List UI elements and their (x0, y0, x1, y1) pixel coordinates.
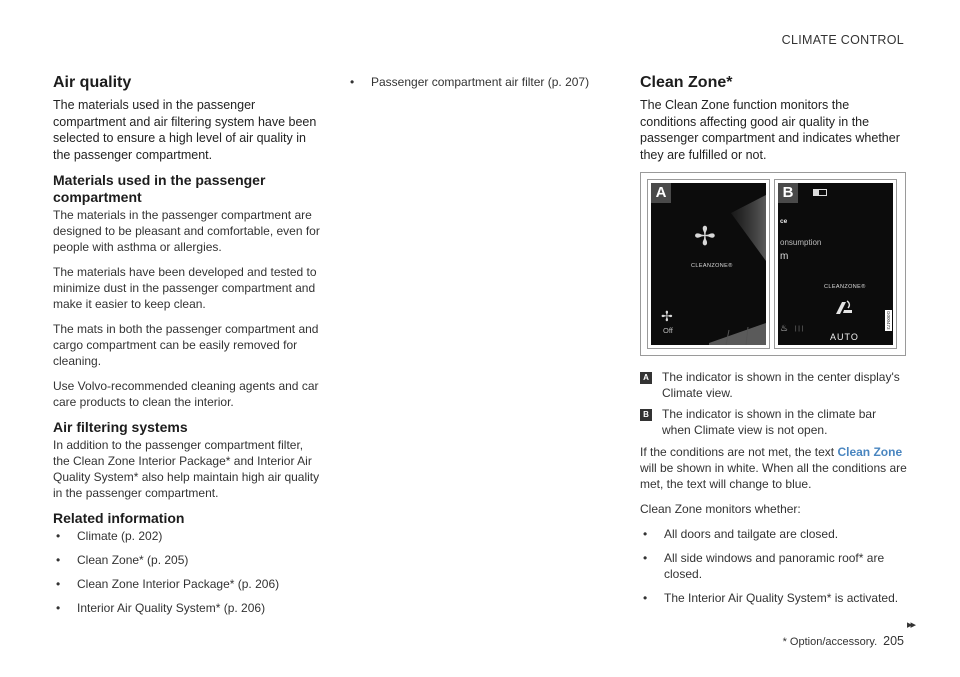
monitor-item-windows: • All side windows and panoramic roof* are closed. (640, 550, 908, 582)
monitors-paragraph: Clean Zone monitors whether: (640, 502, 801, 516)
page-footer (783, 634, 904, 648)
legend-text-a: The indicator is shown in the center display's Climate view. (662, 370, 900, 400)
fan-icon: ✢ (694, 221, 716, 251)
seat-airflow-icon[interactable] (832, 298, 854, 316)
battery-icon (813, 189, 827, 196)
legend-letter-b: B (640, 409, 652, 421)
conditions-paragraph (640, 444, 908, 492)
clean-zone-intro: The Clean Zone function monitors the conditions affecting good air quality in the passenger compartment and indicates whether they are fulfilled or not. (640, 98, 900, 162)
monitor-item-doors: • All doors and tailgate are closed. (640, 526, 908, 542)
monitor-item-iaqs: • The Interior Air Quality System* is activated. (640, 590, 908, 606)
panel-b-label: B (778, 183, 798, 203)
clean-zone-figure (640, 172, 906, 356)
small-fan-icon[interactable]: ✢ (661, 308, 673, 324)
conditions-text-post: will be shown in white. When all the conditions are met, the text will change to blue. (640, 461, 907, 491)
materials-heading: Materials used in the passenger compartment (53, 172, 266, 205)
legend-text-b: The indicator is shown in the climate bar when Climate view is not open. (662, 407, 877, 437)
next-page-icon[interactable]: ▸▸ (906, 619, 914, 631)
legend-letter-a: A (640, 372, 652, 384)
auto-label[interactable]: AUTO (830, 332, 859, 342)
clean-zone-title: Clean Zone* (640, 74, 733, 91)
climate-bar-screen (778, 183, 893, 345)
cleanzone-indicator-a: CLEANZONE® (691, 263, 733, 269)
materials-paragraph: The mats in both the passenger compartment and cargo compartment can be easily removed for cleaning. (53, 322, 319, 368)
related-link-clean-zone-package[interactable]: • Clean Zone Interior Package* (p. 206) (53, 576, 323, 592)
materials-paragraph: The materials have been developed and tested to minimize dust in the passenger compartment and make it easier to keep clean. (53, 265, 317, 311)
air-quality-intro: The materials used in the passenger compartment and air filtering system have been selected to ensure a high level of air quality in the passenger compartment. (53, 98, 317, 162)
section-header: CLIMATE CONTROL (781, 33, 904, 47)
air-quality-title: Air quality (53, 74, 132, 91)
footnote-text: * Option/accessory. (782, 636, 878, 648)
related-link-iaqs[interactable]: • Interior Air Quality System* (p. 206) (53, 600, 323, 616)
materials-paragraph: The materials in the passenger compartment are designed to be pleasant and comfortable, even for people with asthma or allergies. (53, 208, 320, 254)
related-heading: Related information (53, 510, 185, 526)
image-code: G000473 (886, 311, 891, 330)
column-left (53, 74, 323, 624)
related-link-air-filter[interactable]: • Passenger compartment air filter (p. 207) (347, 74, 617, 90)
filter-paragraph: In addition to the passenger compartment filter, the Clean Zone Interior Package* and Interior Air Quality System* also help maintain high air quality in the passenger compartment. (53, 438, 320, 500)
panel-a-label: A (651, 183, 671, 203)
figure-panel-b (774, 179, 897, 349)
screen-text-consumption: onsumption (780, 238, 822, 247)
column-right (640, 74, 908, 614)
related-list-continued (347, 74, 617, 90)
center-display-screen (651, 183, 766, 345)
heated-seat-icon[interactable]: ♨ (780, 323, 789, 333)
column-middle (347, 74, 617, 98)
conditions-text-pre: If the conditions are not met, the text (640, 445, 838, 459)
screen-text-m: m (780, 251, 789, 262)
legend-item-a (640, 369, 908, 401)
cleanzone-indicator-b: CLEANZONE® (824, 284, 866, 290)
materials-paragraph: Use Volvo-recommended cleaning agents and car care products to clean the interior. (53, 379, 319, 409)
level-indicator-icon: | | | (795, 326, 804, 332)
page-number: 205 (883, 634, 904, 648)
figure-panel-a (647, 179, 770, 349)
clean-zone-highlight: Clean Zone (837, 445, 903, 459)
filter-heading: Air filtering systems (53, 419, 188, 435)
related-list (53, 528, 323, 616)
monitor-list (640, 526, 908, 606)
related-link-climate[interactable]: • Climate (p. 202) (53, 528, 323, 544)
screen-text-ce: ce (780, 218, 788, 225)
fan-off-label: Off (663, 326, 673, 335)
related-link-clean-zone[interactable]: • Clean Zone* (p. 205) (53, 552, 323, 568)
legend-item-b (640, 406, 908, 438)
